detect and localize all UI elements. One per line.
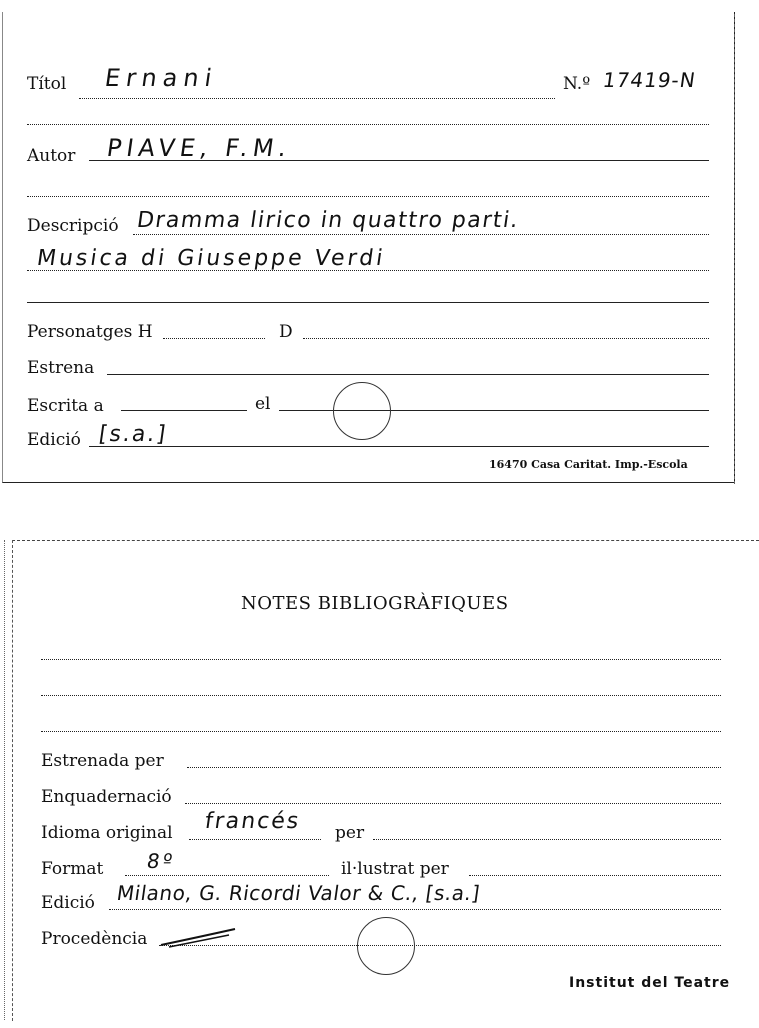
titol-label: Títol bbox=[27, 74, 67, 94]
edicio-back-line bbox=[109, 909, 721, 910]
idioma-label: Idioma original bbox=[41, 823, 173, 843]
estrenada-line bbox=[187, 767, 721, 768]
d-label: D bbox=[279, 322, 293, 342]
estrena-line bbox=[107, 374, 709, 375]
procedencia-scribble bbox=[159, 925, 239, 949]
descripcio-line1: Dramma lirico in quattro parti. bbox=[135, 208, 521, 233]
notes-heading: NOTES BIBLIOGRÀFIQUES bbox=[241, 593, 509, 614]
printer-imprint: 16470 Casa Caritat. Imp.-Escola bbox=[489, 458, 688, 471]
enquadernacio-label: Enquadernació bbox=[41, 787, 172, 807]
back-card-edge bbox=[4, 540, 5, 1020]
idioma-value: francés bbox=[203, 809, 303, 834]
format-line bbox=[125, 875, 329, 876]
estrenada-label: Estrenada per bbox=[41, 751, 164, 771]
institution-name: Institut del Teatre bbox=[569, 975, 731, 991]
descripcio-underline bbox=[133, 234, 709, 235]
illustrat-label: il·lustrat per bbox=[341, 859, 449, 879]
descripcio-line2: Musica di Giuseppe Verdi bbox=[35, 246, 388, 271]
edicio-line bbox=[89, 446, 709, 447]
escrita-line bbox=[121, 410, 247, 411]
card-edge-shadow bbox=[734, 14, 735, 484]
catalog-card-back bbox=[12, 540, 759, 1021]
catalog-card-front bbox=[2, 12, 735, 483]
procedencia-label: Procedència bbox=[41, 929, 148, 949]
idioma-per-line bbox=[373, 839, 721, 840]
library-stamp-back bbox=[357, 917, 415, 975]
notes-line-3 bbox=[41, 731, 721, 732]
descripcio-line2-underline bbox=[27, 270, 709, 271]
autor-line bbox=[89, 160, 709, 161]
edicio-label: Edició bbox=[27, 430, 81, 450]
procedencia-line bbox=[159, 945, 721, 946]
idioma-line bbox=[189, 839, 321, 840]
titol-line bbox=[79, 98, 555, 99]
personatges-d-line bbox=[303, 338, 709, 339]
idioma-per-label: per bbox=[335, 823, 365, 843]
edicio-value: [s.a.] bbox=[97, 422, 169, 447]
num-label: N.º bbox=[563, 74, 591, 94]
blank-line-1 bbox=[27, 124, 709, 125]
personatges-h-line bbox=[163, 338, 265, 339]
estrena-label: Estrena bbox=[27, 358, 95, 378]
escrita-label: Escrita a bbox=[27, 396, 104, 416]
el-label: el bbox=[255, 394, 271, 414]
autor-value: PIAVE, F.M. bbox=[105, 134, 294, 162]
notes-line-2 bbox=[41, 695, 721, 696]
edicio-back-value: Milano, G. Ricordi Valor & C., [s.a.] bbox=[115, 881, 482, 905]
autor-label: Autor bbox=[27, 146, 76, 166]
descripcio-label: Descripció bbox=[27, 216, 119, 236]
format-label: Format bbox=[41, 859, 104, 879]
blank-line-3 bbox=[27, 302, 709, 303]
personatges-label: Personatges H bbox=[27, 322, 153, 342]
blank-line-2 bbox=[27, 196, 709, 197]
enquadernacio-line bbox=[185, 803, 721, 804]
illustrat-line bbox=[469, 875, 721, 876]
num-value: 17419-N bbox=[601, 68, 698, 92]
notes-line-1 bbox=[41, 659, 721, 660]
edicio-back-label: Edició bbox=[41, 893, 95, 913]
library-stamp bbox=[333, 382, 391, 440]
titol-value: Ernani bbox=[103, 64, 220, 92]
format-value: 8º bbox=[145, 849, 177, 873]
